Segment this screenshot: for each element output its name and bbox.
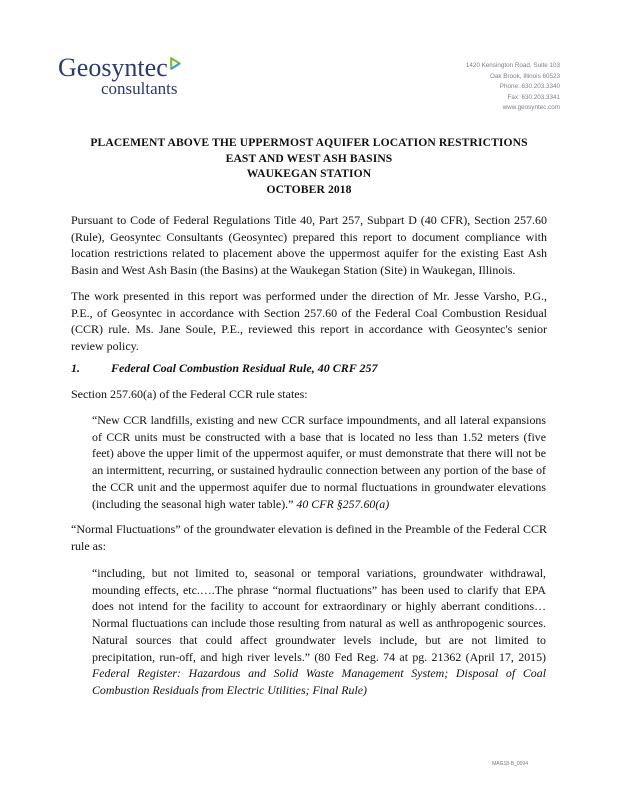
rule-quote-text: “New CCR landfills, existing and new CCR surface impoundments, and all lateral expansions of CCR units must be constructed with a base that is located no less than 1.52 meters (five feet) above the upper limit of the uppermost aquifer, or must demonstrate that there will not be an intermittent, recurring, or sustained hydraulic connection between any portion of the base of the CCR unit and the uppermost aquifer due to normal fluctuations in groundwater elevations (including the seasonal high water table).” — [92, 413, 546, 511]
intro-paragraph: Pursuant to Code of Federal Regulations Title 40, Part 257, Subpart D (40 CFR), Section 257.60 (Rule), Geosyntec Consultants (Geosyntec) prepared this report to document compliance with location restrictions related to placement above the uppermost aquifer for the existing East Ash Basin and West Ash Basin (the Basins) at the Waukegan Station (Site) in Waukegan, Illinois. — [71, 213, 547, 278]
document-id: MAG18-B_0094 — [492, 761, 528, 767]
triangle-arrow-icon — [170, 57, 181, 75]
section-heading — [71, 361, 378, 376]
company-suffix: consultants — [101, 79, 178, 98]
address-phone: Phone: 630.203.3340 — [499, 83, 560, 90]
title-line-2: EAST AND WEST ASH BASINS — [225, 151, 393, 165]
preamble-quote-citation: Federal Register: Hazardous and Solid Waste Management System; Disposal of Coal Combustion Residuals from Electric Utilities; Final Rule) — [92, 666, 546, 697]
report-title — [60, 135, 558, 197]
section-number: 1. — [71, 361, 80, 375]
section-title: Federal Coal Combustion Residual Rule, 40 CRF 257 — [111, 361, 378, 375]
direction-paragraph: The work presented in this report was performed under the direction of Mr. Jesse Varsho, P.G., P.E., of Geosyntec in accordance with Section 257.60 of the Federal Coal Combustion Residual (CCR) rule. Ms. Jane Soule, P.E., reviewed this report in accordance with Geosyntec's senior review policy. — [71, 289, 547, 354]
address-street: 1420 Kensington Road, Suite 103 — [465, 62, 560, 69]
address-city: Oak Brook, Illinois 60523 — [489, 72, 560, 80]
preamble-quote-text: “including, but not limited to, seasonal or temporal variations, groundwater withdrawal, mounding effects, etc.….The phrase “normal fluctuations” has been used to clarify that EPA does not intend for the facility to account for extraordinary or highly aberrant conditions…Normal fluctuations can include those resulting from natural as well as anthropogenic sources. Natural sources that could affect groundwater levels include, but are not limited to precipitation, run-off, and high river levels.” (80 Fed Reg. 74 at pg. 21362 (April 17, 2015) — [92, 566, 546, 664]
preamble-quote — [92, 565, 546, 699]
title-line-4: OCTOBER 2018 — [266, 182, 352, 196]
company-logo — [58, 54, 258, 98]
title-line-1: PLACEMENT ABOVE THE UPPERMOST AQUIFER LOCATION RESTRICTIONS — [90, 136, 528, 149]
rule-intro-paragraph: Section 257.60(a) of the Federal CCR rule states: — [71, 387, 308, 401]
rule-quote-citation: 40 CFR §257.60(a) — [296, 496, 390, 511]
rule-quote — [92, 412, 546, 512]
title-line-3: WAUKEGAN STATION — [246, 167, 372, 180]
company-address — [400, 61, 560, 114]
address-fax: Fax: 630.203.3341 — [507, 93, 560, 101]
address-website: www.geosyntec.com — [502, 104, 560, 111]
company-name: Geosyntec — [58, 53, 168, 82]
normal-fluctuations-paragraph: “Normal Fluctuations” of the groundwater elevation is defined in the Preamble of the Federal CCR rule as: — [71, 522, 547, 553]
